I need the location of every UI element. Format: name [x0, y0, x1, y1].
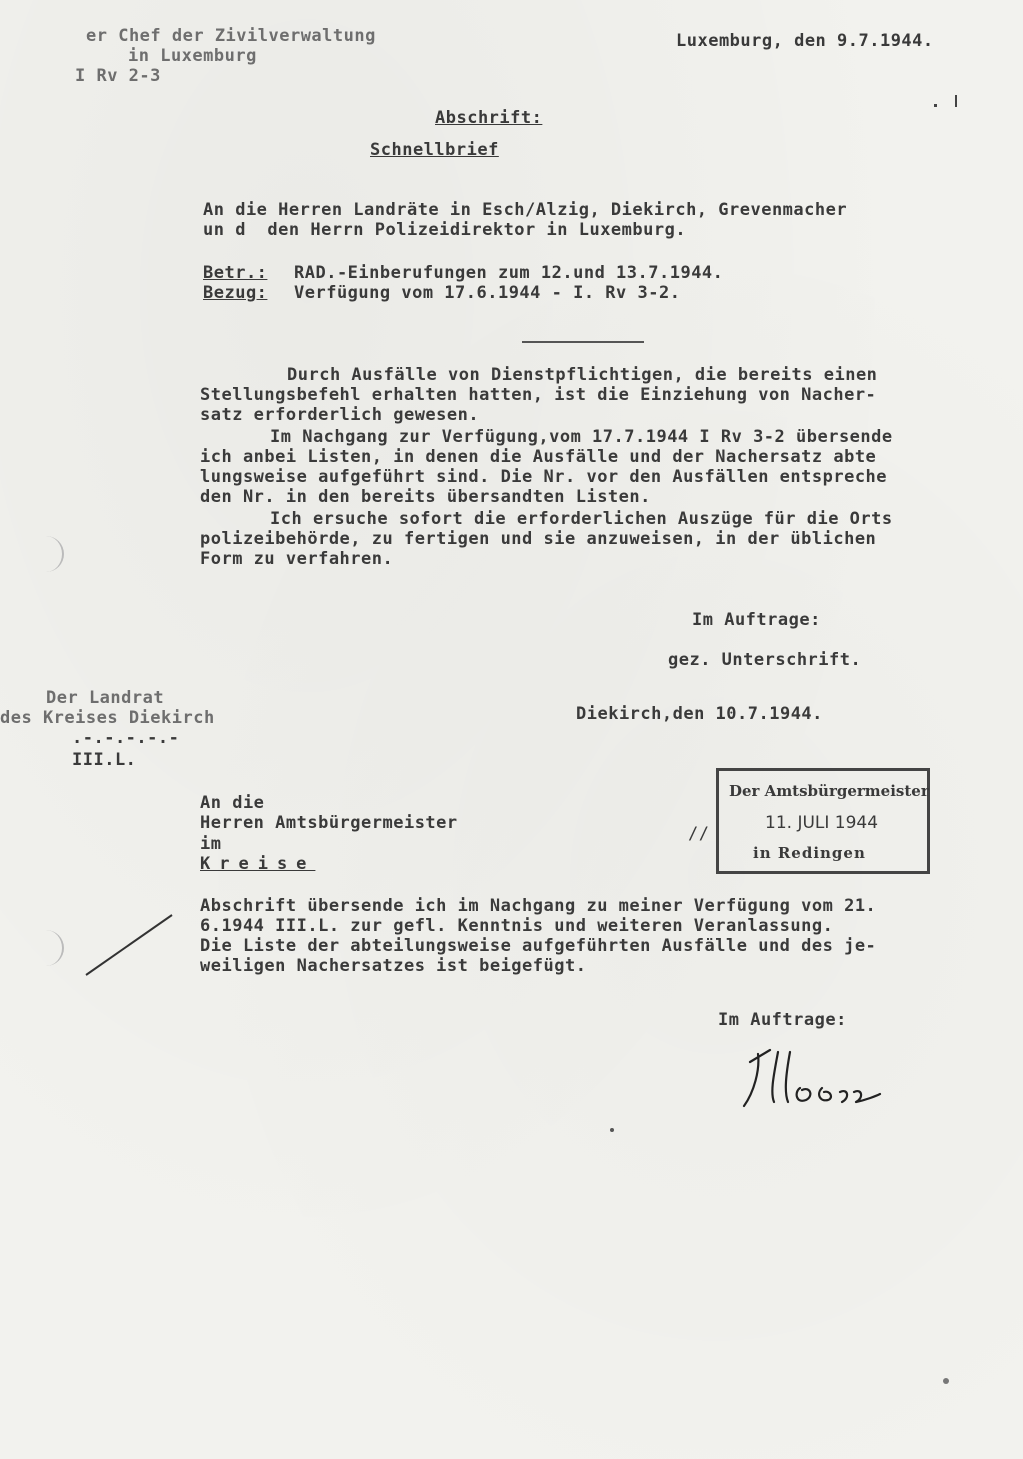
im-auftrage-2: Im Auftrage:: [718, 1010, 847, 1030]
sender-reference: I Rv 2-3: [75, 66, 161, 86]
speck: [610, 1128, 614, 1132]
landrat-line-1: Der Landrat: [46, 688, 165, 708]
second-place-date: Diekirch,den 10.7.1944.: [576, 704, 823, 724]
second-text-line: Abschrift übersende ich im Nachgang zu meiner Verfügung vom 21.: [200, 896, 877, 916]
separator-line: [522, 341, 644, 343]
stamp-place: in Redingen: [753, 844, 866, 862]
margin-slash-mark: [80, 905, 180, 985]
margin-mark: //: [688, 824, 710, 844]
body-line: Im Nachgang zur Verfügung,vom 17.7.1944 I Rv 3-2 übersende: [270, 427, 893, 447]
punch-hole: [40, 536, 64, 572]
landrat-line-2: des Kreises Diekirch: [0, 708, 215, 728]
speck: [943, 1378, 949, 1384]
address-line: An die: [200, 793, 265, 813]
body-line: Durch Ausfälle von Dienstpflichtigen, die bereits einen: [287, 365, 878, 385]
copy-label: Abschrift:: [435, 108, 543, 128]
bezug-label: Bezug:: [203, 283, 268, 303]
punch-hole: [40, 930, 64, 966]
gez-unterschrift: gez. Unterschrift.: [668, 650, 862, 670]
speck: [934, 104, 937, 107]
second-text-line: Die Liste der abteilungsweise aufgeführten Ausfälle und des je-: [200, 936, 877, 956]
body-line: Ich ersuche sofort die erforderlichen Auszüge für die Orts: [270, 509, 893, 529]
body-line: polizeibehörde, zu fertigen und sie anzuweisen, in der üblichen: [200, 529, 877, 549]
landrat-dashes: .-.-.-.-.-: [72, 728, 180, 748]
body-line: Stellungsbefehl erhalten hatten, ist die Einziehung von Nacher-: [200, 385, 877, 405]
received-stamp: [716, 768, 930, 874]
body-line: lungsweise aufgeführt sind. Die Nr. vor den Ausfällen entspreche: [200, 467, 888, 487]
body-line: ich anbei Listen, in denen die Ausfälle und der Nachersatz abte: [200, 447, 877, 467]
body-line: den Nr. in den bereits übersandten Listen.: [200, 487, 651, 507]
bezug-text: Verfügung vom 17.6.1944 - I. Rv 3-2.: [294, 283, 681, 303]
second-text-line: 6.1944 III.L. zur gefl. Kenntnis und weiteren Veranlassung.: [200, 916, 834, 936]
sender-line-2: in Luxemburg: [128, 46, 257, 66]
body-line: Form zu verfahren.: [200, 549, 394, 569]
sender-line-1: er Chef der Zivilverwaltung: [86, 26, 376, 46]
second-text-line: weiligen Nachersatzes ist beigefügt.: [200, 956, 587, 976]
landrat-reference: III.L.: [72, 750, 137, 770]
speck: [955, 95, 957, 107]
address-line-kreise: Kreise: [200, 854, 316, 874]
address-line: Herren Amtsbürgermeister: [200, 813, 458, 833]
handwritten-signature: [730, 1040, 930, 1120]
body-line: satz erforderlich gewesen.: [200, 405, 480, 425]
stamp-date: 11. JULI 1944: [765, 813, 879, 833]
stamp-title: Der Amtsbürgermeister: [729, 782, 929, 800]
im-auftrage-1: Im Auftrage:: [692, 610, 821, 630]
betr-label: Betr.:: [203, 263, 268, 283]
recipients-line-2: un d den Herrn Polizeidirektor in Luxemburg.: [203, 220, 687, 240]
address-line: im: [200, 834, 222, 854]
betr-text: RAD.-Einberufungen zum 12.und 13.7.1944.: [294, 263, 724, 283]
place-date: Luxemburg, den 9.7.1944.: [676, 31, 934, 51]
recipients-line-1: An die Herren Landräte in Esch/Alzig, Diekirch, Grevenmacher: [203, 200, 848, 220]
letter-type: Schnellbrief: [370, 140, 499, 160]
